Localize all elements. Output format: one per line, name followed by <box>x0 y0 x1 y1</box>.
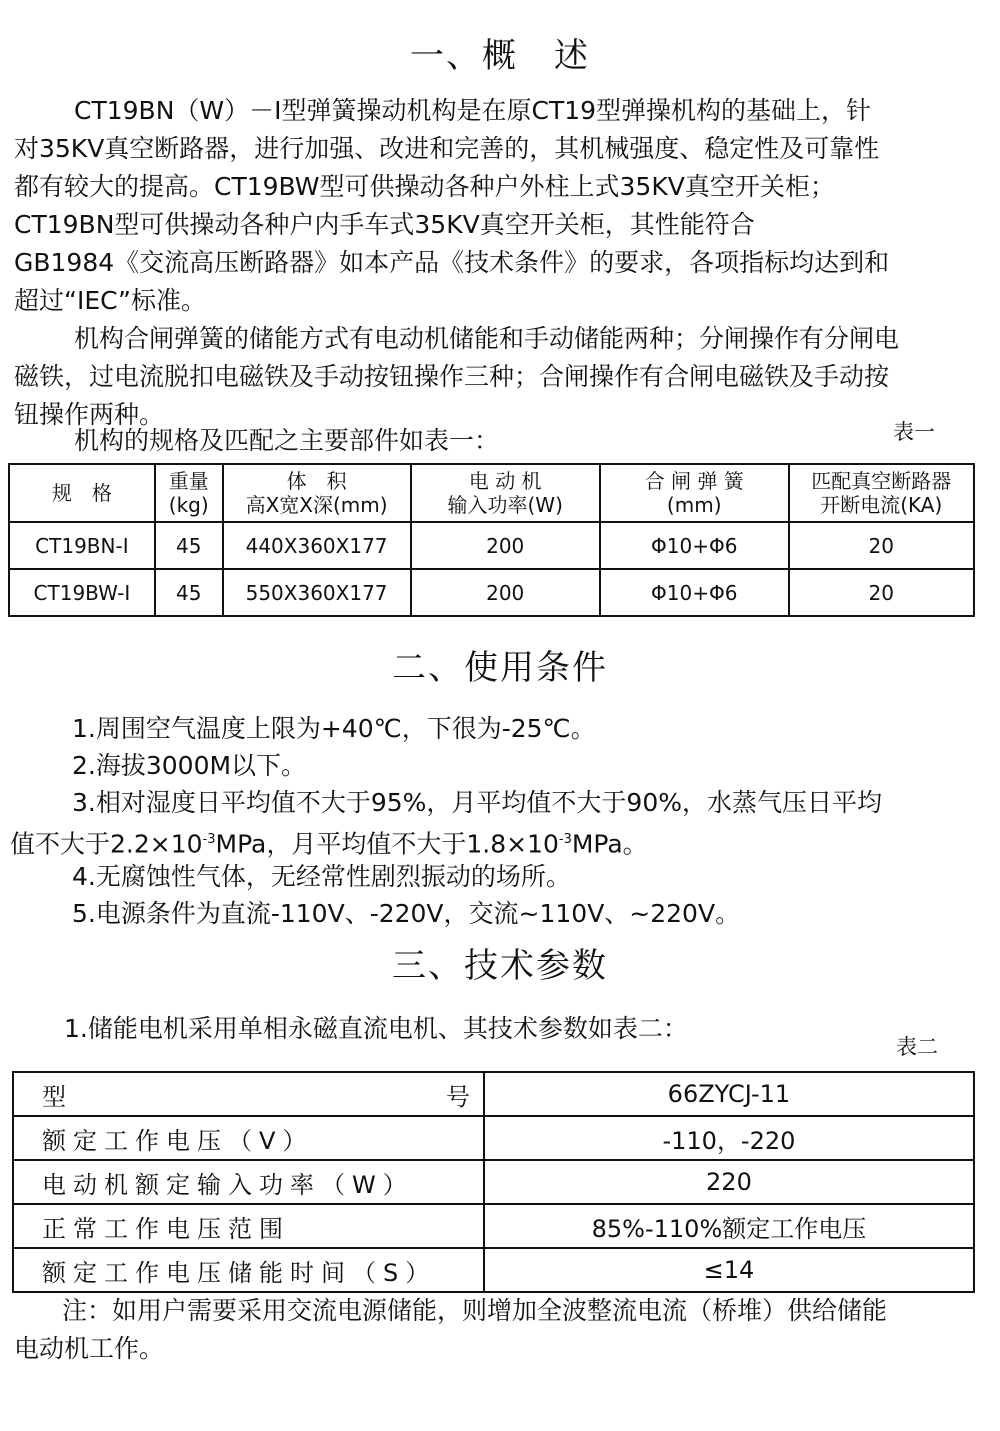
condition-item: 3.相对湿度日平均值不大于95%，月平均值不大于90%，水蒸气压日平均 <box>72 788 882 817</box>
table-value-cell: 85%-110%额定工作电压 <box>484 1204 974 1248</box>
table-cell: 45 <box>155 522 223 569</box>
overview-line: 磁铁，过电流脱扣电磁铁及手动按钮操作三种；合闸操作有合闸电磁铁及手动按 <box>14 362 890 391</box>
table-cell: Φ10+Φ6 <box>600 569 789 616</box>
table-cell: CT19BN-Ⅰ <box>9 522 155 569</box>
section-heading-overview: 一、概 述 <box>410 36 590 76</box>
section-heading-tech-params: 三、技术参数 <box>392 946 608 986</box>
section-heading-conditions: 二、使用条件 <box>392 648 608 688</box>
table-cell: Φ10+Φ6 <box>600 522 789 569</box>
spec-table <box>8 463 975 617</box>
table-cell: 550X360X177 <box>223 569 411 616</box>
table-header-cell: 合 闸 弹 簧 (mm) <box>600 464 789 522</box>
table-value-cell: -110，-220 <box>484 1116 974 1160</box>
overview-line: 机构合闸弹簧的储能方式有电动机储能和手动储能两种；分闸操作有分闸电 <box>74 324 900 353</box>
table-label-cell: 额定工作电压储能时间（S） <box>13 1248 484 1292</box>
table-label-cell: 型 号 <box>13 1072 484 1116</box>
table-cell: 200 <box>411 569 600 616</box>
overview-line: CT19BN（W）－Ⅰ型弹簧操动机构是在原CT19型弹操机构的基础上，针 <box>74 96 872 125</box>
overview-line: 钮操作两种。 <box>14 400 165 429</box>
overview-line: GB1984《交流高压断路器》如本产品《技术条件》的要求，各项指标均达到和 <box>14 248 890 277</box>
table-label-cell: 电动机额定输入功率（W） <box>13 1160 484 1204</box>
table-cell: 45 <box>155 569 223 616</box>
condition-item-continued: 值不大于$2.2\times 10^{-3}MPa$，月平均值不大于$1.8\times 10^{-3}MPa$。 <box>10 829 648 859</box>
overview-line: 机构的规格及匹配之主要部件如表一： <box>74 426 500 455</box>
condition-item: 4.无腐蚀性气体，无经常性剧烈振动的场所。 <box>72 862 571 891</box>
table-header-cell: 电 动 机 输入功率(W) <box>411 464 600 522</box>
table-value-cell: 220 <box>484 1160 974 1204</box>
table-row <box>13 1204 974 1248</box>
table-row <box>13 1072 974 1116</box>
table-cell: 20 <box>789 569 974 616</box>
table-cell: 20 <box>789 522 974 569</box>
overview-line: 超过“IEC”标准。 <box>14 286 206 315</box>
table-header-cell: 匹配真空断路器 开断电流(KA) <box>789 464 974 522</box>
table-row <box>13 1248 974 1292</box>
table-value-cell: ≤14 <box>484 1248 974 1292</box>
condition-item: 1.周围空气温度上限为+40℃，下很为-25℃。 <box>72 714 596 743</box>
overview-line: CT19BN型可供操动各种户内手车式35KV真空开关柜，其性能符合 <box>14 210 755 239</box>
note-line: 注：如用户需要采用交流电源储能，则增加全波整流电流（桥堆）供给储能 <box>62 1296 888 1325</box>
table-header-cell: 重量 (kg) <box>155 464 223 522</box>
overview-line: 都有较大的提高。CT19BW型可供操动各种户外柱上式35KV真空开关柜； <box>14 172 835 201</box>
table-cell: CT19BW-Ⅰ <box>9 569 155 616</box>
table-value-cell: 66ZYCJ-11 <box>484 1072 974 1116</box>
table-row <box>9 569 974 616</box>
table-cell: 440X360X177 <box>223 522 411 569</box>
note-line: 电动机工作。 <box>14 1334 165 1363</box>
table-header-row <box>9 464 974 522</box>
table-row <box>9 522 974 569</box>
table-header-cell: 规 格 <box>9 464 155 522</box>
table2-caption: 表二 <box>896 1035 938 1059</box>
condition-item: 2.海拔3000M以下。 <box>72 751 307 780</box>
condition-item: 5.电源条件为直流-110V、-220V，交流~110V、~220V。 <box>72 899 741 928</box>
table-cell: 200 <box>411 522 600 569</box>
overview-line: 对35KV真空断路器，进行加强、改进和完善的，其机械强度、稳定性及可靠性 <box>14 134 880 163</box>
table1-caption: 表一 <box>893 420 935 444</box>
motor-param-table <box>12 1071 975 1293</box>
table-row <box>13 1116 974 1160</box>
table-label-cell: 正常工作电压范围 <box>13 1204 484 1248</box>
table-label-cell: 额定工作电压（V） <box>13 1116 484 1160</box>
tech-intro: 1.储能电机采用单相永磁直流电机、其技术参数如表二： <box>64 1014 688 1043</box>
table-row <box>13 1160 974 1204</box>
table-header-cell: 体 积 高X宽X深(mm) <box>223 464 411 522</box>
